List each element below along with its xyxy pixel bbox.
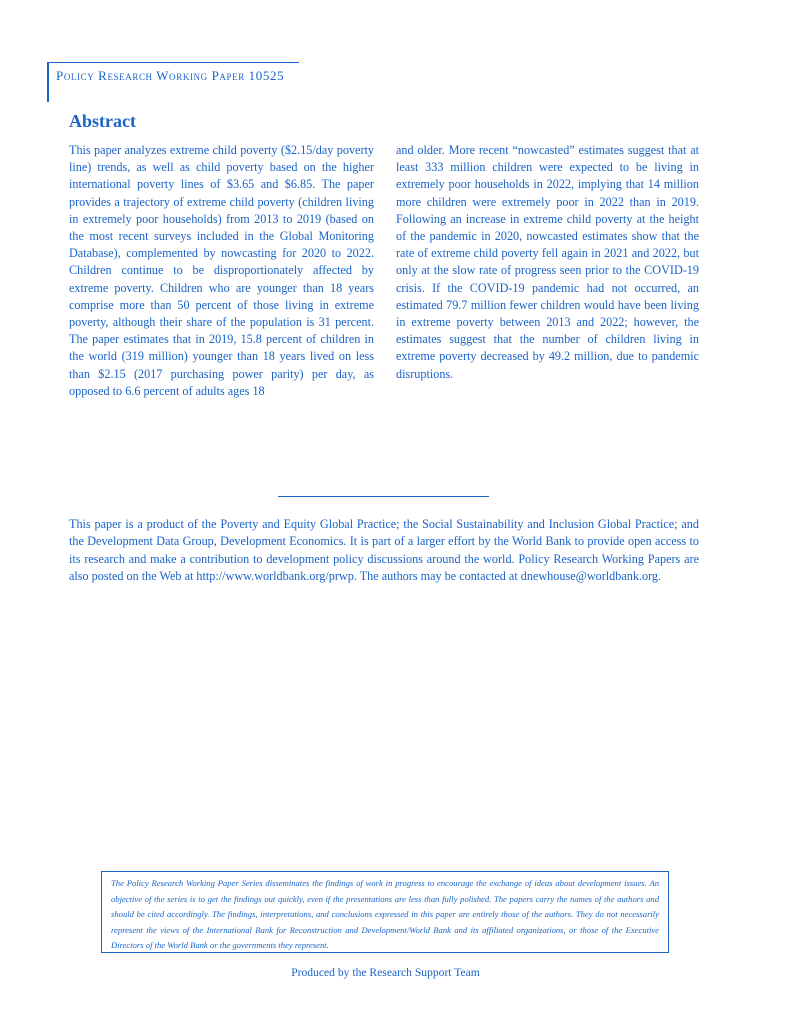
- series-title: Policy Research Working Paper 10525: [56, 68, 285, 83]
- product-note: This paper is a product of the Poverty and Equity Global Practice; the Social Sustainability and Inclusion Global Practice; and the Development Data Group, Development Economics. It is part of a larger effort by the World Bank to provide open access to its research and make a contribution to development policy discussions around the world. Policy Research Working Papers are also posted on the Web at http://www.worldbank.org/prwp. The authors may be contacted at dnewhouse@worldbank.org.: [69, 517, 699, 583]
- abstract-right-column: and older. More recent “nowcasted” estimates suggest that at least 333 million children were expected to be living in extremely poor households in 2022, implying that 14 million more children were extremely poor in 2022 than in 2019. Following an increase in extreme child poverty at the height of the pandemic in 2020, nowcasted estimates show that the rate of extreme child poverty fell again in 2021 and 2022, but only at the slow rate of progress seen prior to the COVID-19 crisis. If the COVID-19 pandemic had not occurred, an estimated 79.7 million fewer children would have been living in extreme poverty between 2013 and 2022; however, the estimates suggest that the number of children living in extreme poverty decreased by 49.2 million, due to pandemic disruptions.: [396, 143, 699, 381]
- header-rule-left: [47, 62, 49, 102]
- abstract-left-column: This paper analyzes extreme child poverty ($2.15/day poverty line) trends, as well as child poverty based on the higher international poverty lines of $3.65 and $6.85. The paper provides a trajectory of extreme child poverty (children living in extremely poor households) from 2013 to 2019 (based on the most recent surveys included in the Global Monitoring Database), complemented by nowcasting for 2020 to 2022. Children continue to be disproportionately affected by extreme poverty. Children who are younger than 18 years comprise more than 50 percent of those living in extreme poverty, although their share of the population is 31 percent. The paper estimates that in 2019, 15.8 percent of children in the world (319 million) younger than 18 years lived on less than $2.15 (2017 purchasing power parity) per day, as opposed to 6.6 percent of adults ages 18: [69, 143, 374, 398]
- produced-by: Produced by the Research Support Team: [291, 966, 480, 979]
- header-rule-top: [48, 62, 299, 63]
- section-divider: [278, 496, 489, 497]
- disclaimer-box: [101, 871, 669, 953]
- abstract-heading: Abstract: [69, 111, 136, 131]
- disclaimer-text: The Policy Research Working Paper Series disseminates the findings of work in progress to encourage the exchange of ideas about development issues. An objective of the series is to get the findings out quickly, even if the presentations are less than fully polished. The papers carry the names of the authors and should be cited accordingly. The findings, interpretations, and conclusions expressed in this paper are entirely those of the authors. They do not necessarily represent the views of the International Bank for Reconstruction and Development/World Bank and its affiliated organizations, or those of the Executive Directors of the World Bank or the governments they represent.: [111, 878, 659, 950]
